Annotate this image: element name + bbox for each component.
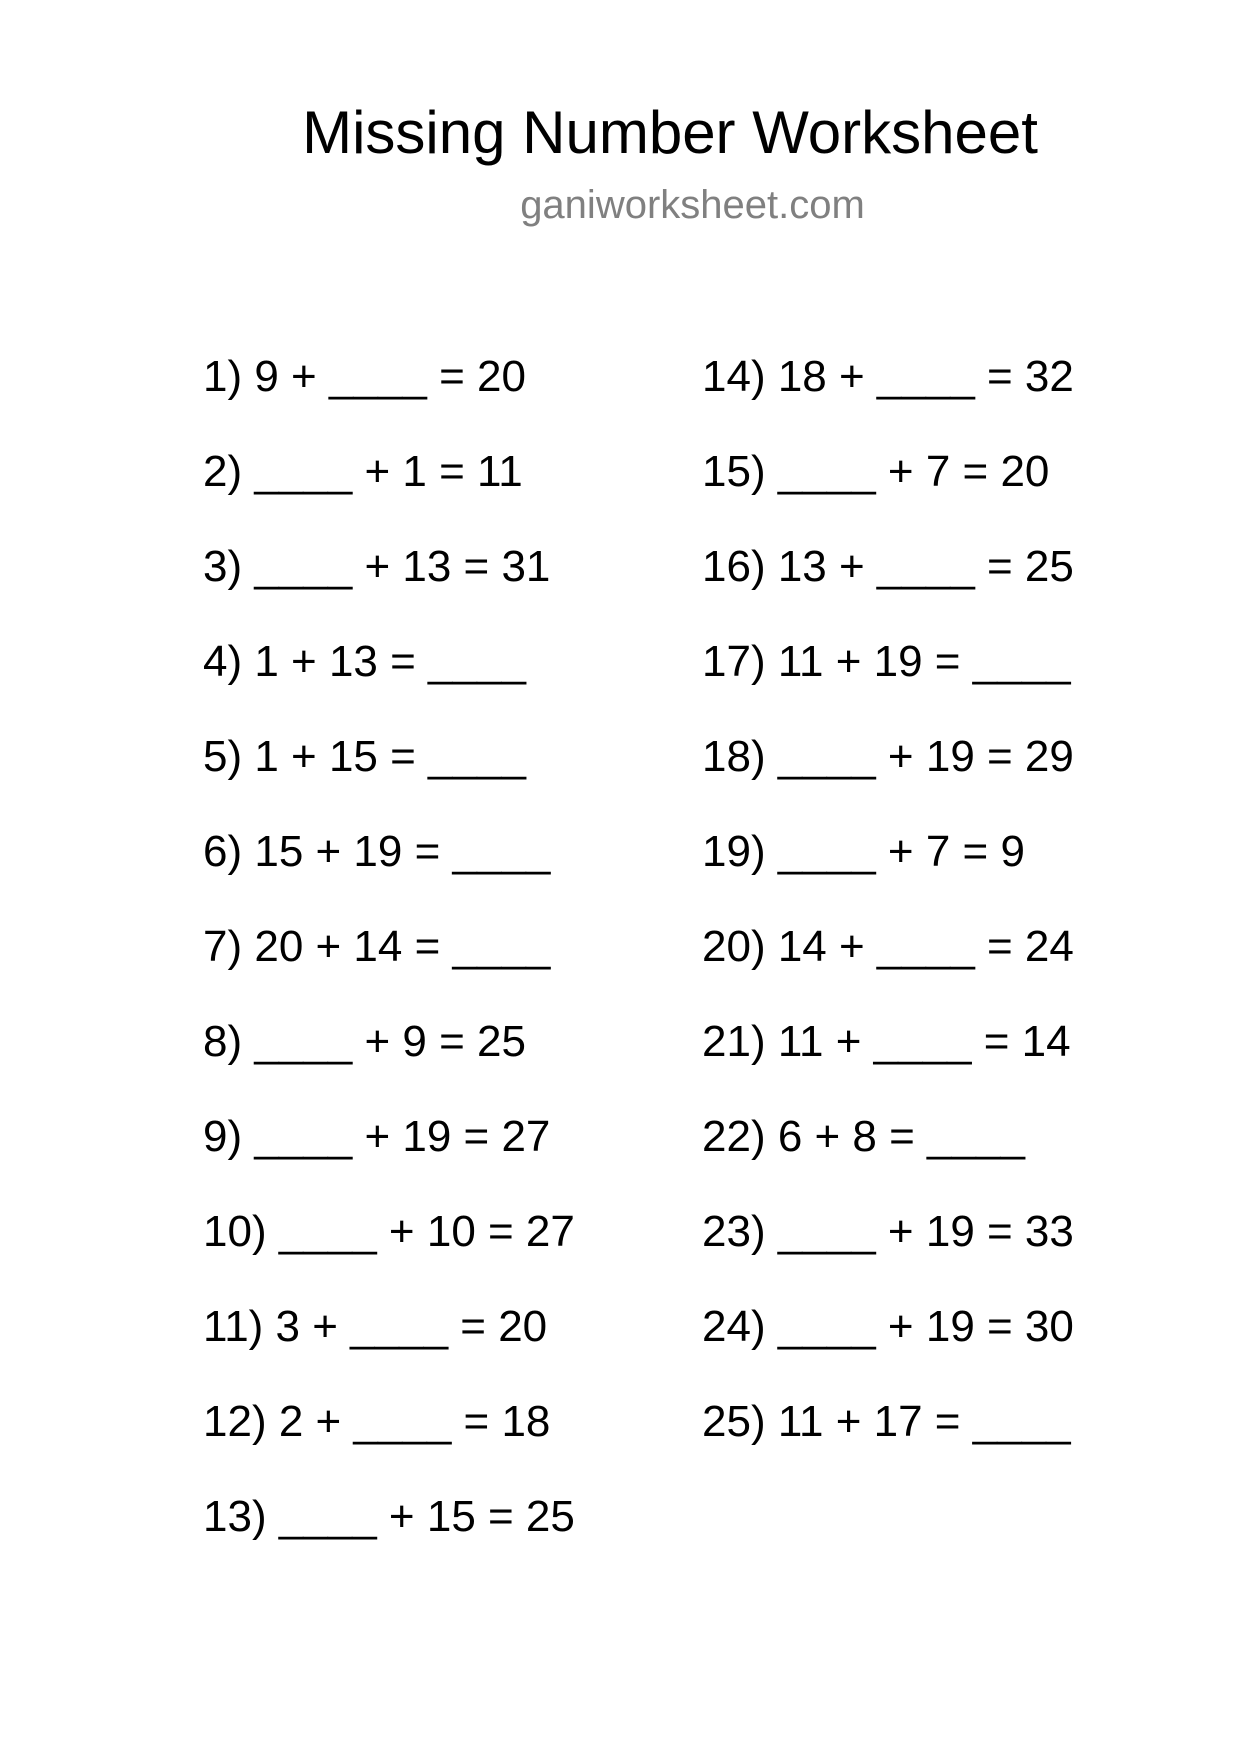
problem-10: 10) ____ + 10 = 27	[203, 1207, 575, 1256]
problem-17: 17) 11 + 19 = ____	[702, 637, 1071, 686]
problem-15: 15) ____ + 7 = 20	[702, 447, 1050, 496]
problem-25: 25) 11 + 17 = ____	[702, 1397, 1071, 1446]
problem-3: 3) ____ + 13 = 31	[203, 542, 551, 591]
problem-7: 7) 20 + 14 = ____	[203, 922, 551, 971]
problem-22: 22) 6 + 8 = ____	[702, 1112, 1025, 1161]
problem-23: 23) ____ + 19 = 33	[702, 1207, 1074, 1256]
problem-20: 20) 14 + ____ = 24	[702, 922, 1074, 971]
problems-left-column	[203, 350, 575, 1585]
problem-12: 12) 2 + ____ = 18	[203, 1397, 551, 1446]
problem-2: 2) ____ + 1 = 11	[203, 447, 523, 496]
problem-13: 13) ____ + 15 = 25	[203, 1492, 575, 1541]
problem-14: 14) 18 + ____ = 32	[702, 352, 1074, 401]
problems-right-column	[702, 350, 1074, 1490]
problem-9: 9) ____ + 19 = 27	[203, 1112, 551, 1161]
problem-18: 18) ____ + 19 = 29	[702, 732, 1074, 781]
worksheet-title: Missing Number Worksheet	[302, 99, 1038, 166]
problem-16: 16) 13 + ____ = 25	[702, 542, 1074, 591]
problem-6: 6) 15 + 19 = ____	[203, 827, 551, 876]
problem-19: 19) ____ + 7 = 9	[702, 827, 1025, 876]
problem-21: 21) 11 + ____ = 14	[702, 1017, 1071, 1066]
worksheet-source: ganiworksheet.com	[520, 183, 865, 227]
problem-1: 1) 9 + ____ = 20	[203, 352, 526, 401]
problem-4: 4) 1 + 13 = ____	[203, 637, 526, 686]
problem-5: 5) 1 + 15 = ____	[203, 732, 526, 781]
problem-11: 11) 3 + ____ = 20	[203, 1302, 548, 1351]
problem-8: 8) ____ + 9 = 25	[203, 1017, 526, 1066]
problem-24: 24) ____ + 19 = 30	[702, 1302, 1074, 1351]
